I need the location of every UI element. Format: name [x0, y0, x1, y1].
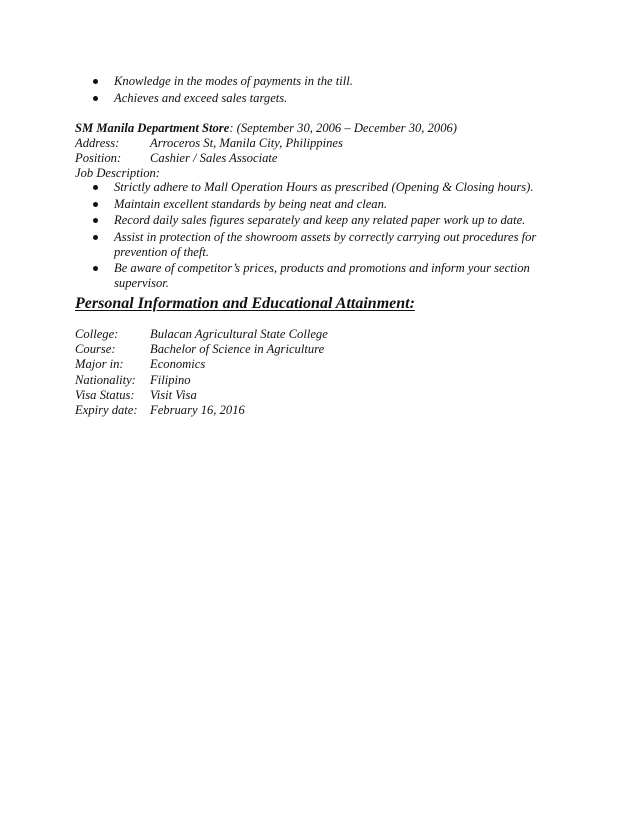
list-item	[93, 74, 553, 89]
bullet-icon	[93, 202, 98, 207]
info-value: Bulacan Agricultural State College	[150, 327, 328, 341]
info-row-expiry-date	[75, 403, 555, 418]
list-item	[93, 261, 548, 291]
info-value: Filipino	[150, 372, 191, 387]
bullet-icon	[93, 218, 98, 223]
info-label: Nationality:	[75, 372, 136, 387]
info-label: Course:	[75, 342, 116, 357]
list-item	[93, 180, 548, 195]
job-description-label: Job Description:	[75, 166, 160, 180]
personal-info-table	[75, 327, 555, 418]
info-label: Visa Status:	[75, 387, 135, 402]
sales-duties-list	[93, 74, 553, 107]
info-row-major	[75, 357, 555, 372]
info-row-nationality	[75, 373, 555, 388]
position-label: Position:	[75, 151, 122, 165]
list-item-text: Record daily sales figures separately and keep any related paper work up to date.	[114, 213, 526, 227]
list-item-text: Maintain excellent standards by being neat and clean.	[114, 196, 388, 211]
list-item-text: Assist in protection of the showroom assets by correctly carrying out procedures for prevention of theft.	[114, 229, 537, 259]
address-value: Arroceros St, Manila City, Philippines	[150, 136, 343, 150]
bullet-icon	[93, 235, 98, 240]
employment-dates: : (September 30, 2006 – December 30, 2006)	[229, 121, 457, 135]
address-row	[75, 136, 555, 151]
list-item	[93, 213, 548, 228]
list-item	[93, 91, 553, 106]
list-item-text: Be aware of competitor’s prices, products and promotions and inform your section supervisor.	[114, 261, 530, 290]
info-label: Major in:	[75, 357, 124, 372]
employer-heading	[75, 121, 555, 136]
section-heading-personal-info: Personal Information and Educational Attainment:	[75, 295, 415, 312]
info-value: Visit Visa	[150, 387, 197, 402]
info-value: Bachelor of Science in Agriculture	[150, 342, 325, 357]
info-row-visa-status	[75, 388, 555, 403]
bullet-icon	[93, 185, 98, 190]
list-item	[93, 230, 548, 260]
list-item-text: Strictly adhere to Mall Operation Hours as prescribed (Opening & Closing hours).	[114, 180, 534, 194]
position-row	[75, 151, 555, 166]
list-item-text: Achieves and exceed sales targets.	[114, 90, 288, 105]
info-label: Expiry date:	[75, 402, 138, 417]
list-item-text: Knowledge in the modes of payments in the till.	[114, 74, 353, 88]
bullet-icon	[93, 266, 98, 271]
info-row-course	[75, 342, 555, 357]
position-value: Cashier / Sales Associate	[150, 151, 278, 165]
employer-block	[75, 121, 555, 181]
job-description-list	[93, 180, 548, 293]
info-label: College:	[75, 327, 119, 341]
list-item	[93, 197, 548, 212]
info-value: Economics	[150, 357, 206, 372]
bullet-icon	[93, 79, 98, 84]
address-label: Address:	[75, 136, 120, 150]
info-value: February 16, 2016	[150, 402, 245, 417]
employer-name: SM Manila Department Store	[75, 121, 230, 135]
bullet-icon	[93, 96, 98, 101]
info-row-college	[75, 327, 555, 342]
